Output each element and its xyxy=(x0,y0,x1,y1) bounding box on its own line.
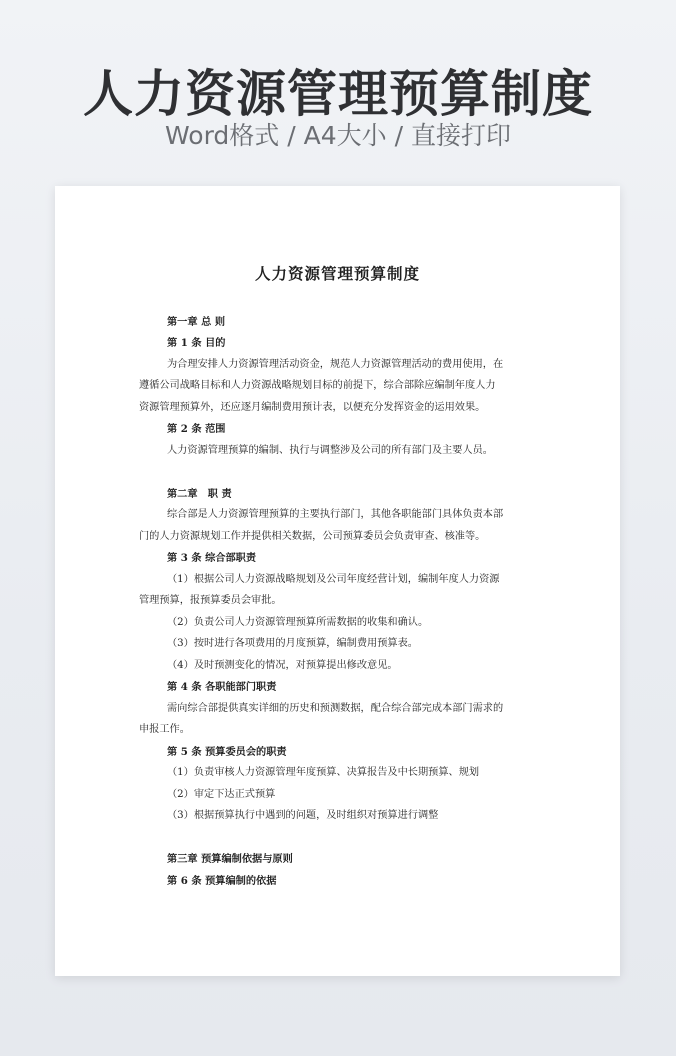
article-heading: 第 6 条 预算编制的依据 xyxy=(167,875,277,887)
banner-subtitle: Word格式 / A4大小 / 直接打印 xyxy=(165,121,511,150)
paragraph-line: 门的人力资源规划工作并提供相关数据，公司预算委员会负责审查、核准等。 xyxy=(139,531,486,542)
article-heading: 第 1 条 目的 xyxy=(167,337,226,349)
article-heading: 第 5 条 预算委员会的职责 xyxy=(167,746,287,758)
document-title: 人力资源管理预算制度 xyxy=(254,264,420,283)
list-item: （1）根据公司人力资源战略规划及公司年度经营计划，编制年度人力资源 xyxy=(167,574,500,585)
list-item: （1）负责审核人力资源管理年度预算、决算报告及中长期预算、规划 xyxy=(167,767,480,778)
document-page xyxy=(55,186,620,976)
document-body xyxy=(55,186,620,976)
article-heading: 第 4 条 各职能部门职责 xyxy=(167,681,277,693)
list-item: （4）及时预测变化的情况，对预算提出修改意见。 xyxy=(167,660,398,671)
paragraph-line: 需向综合部提供真实详细的历史和预测数据，配合综合部完成本部门需求的 xyxy=(167,703,504,714)
paragraph-line: 资源管理预算外，还应逐月编制费用预计表，以便充分发挥资金的运用效果。 xyxy=(139,402,486,413)
list-item: （3）按时进行各项费用的月度预算，编制费用预算表。 xyxy=(167,638,418,649)
chapter-heading: 第二章 职 责 xyxy=(167,488,232,500)
paragraph-line: 人力资源管理预算的编制、执行与调整涉及公司的所有部门及主要人员。 xyxy=(167,445,493,456)
list-item: （2）审定下达正式预算 xyxy=(167,789,276,800)
list-item: （2）负责公司人力资源管理预算所需数据的收集和确认。 xyxy=(167,617,429,628)
banner-title: 人力资源管理预算制度 xyxy=(83,65,593,123)
list-item: （3）根据预算执行中遇到的问题，及时组织对预算进行调整 xyxy=(167,810,439,821)
paragraph-line: 遵循公司战略目标和人力资源战略规划目标的前提下，综合部除应编制年度人力 xyxy=(139,380,496,391)
article-heading: 第 3 条 综合部职责 xyxy=(167,552,257,564)
chapter-heading: 第三章 预算编制依据与原则 xyxy=(167,853,293,865)
chapter-heading: 第一章 总 则 xyxy=(167,316,226,328)
article-heading: 第 2 条 范围 xyxy=(167,423,226,435)
paragraph-line: 申报工作。 xyxy=(139,724,190,735)
paragraph-line: 为合理安排人力资源管理活动资金，规范人力资源管理活动的费用使用，在 xyxy=(167,359,504,370)
list-item-continuation: 管理预算，报预算委员会审批。 xyxy=(139,595,282,606)
paragraph-line: 综合部是人力资源管理预算的主要执行部门，其他各职能部门具体负责本部 xyxy=(167,509,504,520)
